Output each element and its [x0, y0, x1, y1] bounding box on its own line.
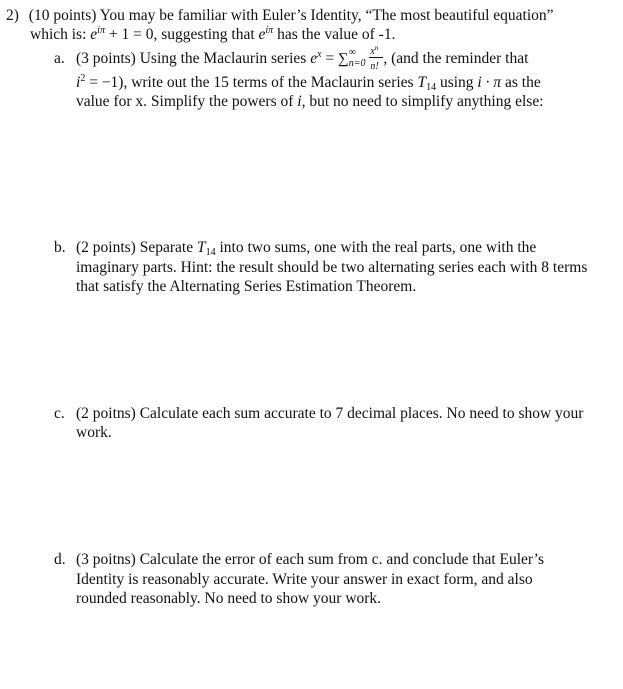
part-d-line-2: Identity is reasonably accurate. Write your answer in exact form, and also: [76, 571, 533, 588]
sum-limits: ∞ n=0: [348, 47, 366, 69]
question-number: 2): [6, 7, 19, 24]
part-b-line-2: imaginary parts. Hint: the result should be two alternating series each with 8 terms: [76, 259, 588, 276]
part-c-label: c.: [54, 405, 65, 422]
part-b-label: b.: [54, 239, 66, 256]
part-d-label: d.: [54, 551, 66, 568]
part-b-line-1: (2 points) Separate $T_{14}$ into two sums, one with the real parts, one with the: [76, 239, 537, 258]
sigma-symbol: ∑: [338, 51, 349, 67]
question-line-2: which is: $e^{i\pi} + 1 = 0$, suggesting that $e^{i\pi}$ has the value of -1.: [30, 25, 396, 43]
fraction-xn-over-nfact: $\frac{x^n}{n!}$: [369, 52, 383, 66]
euler-e: e: [90, 26, 98, 43]
part-c-line-1: (2 poitns) Calculate each sum accurate to 7 decimal places. No need to show your: [76, 405, 584, 422]
euler-identity-rest: + 1 = 0, suggesting that: [104, 26, 259, 43]
part-c-line-2: work.: [76, 424, 112, 441]
part-d-line-1: (3 poitns) Calculate the error of each sum from c. and conclude that Euler’s: [76, 551, 544, 568]
part-d-line-3: rounded reasonably. No need to show your work.: [76, 590, 382, 607]
part-a-label: a.: [54, 50, 65, 67]
part-a-line-2: $i^2 = -1$), write out the 15 terms of the Maclaurin series $T_{14}$ using i · π as the: [76, 73, 541, 93]
question-header: [6, 7, 554, 25]
part-a-line-1: (3 points) Using the Maclaurin series $e^x$ = ∑ ∞ n=0 $\frac{x^n}{n!}$ , (and the reminder that: [76, 44, 529, 73]
part-a-line-3: value for x. Simplify the powers of i, but no need to simplify anything else:: [76, 93, 544, 110]
question-points: (10 points): [28, 7, 97, 24]
part-b-line-3: that satisfy the Alternating Series Estimation Theorem.: [76, 278, 417, 295]
question-intro: You may be familiar with Euler’s Identity, “The most beautiful equation”: [99, 7, 554, 24]
